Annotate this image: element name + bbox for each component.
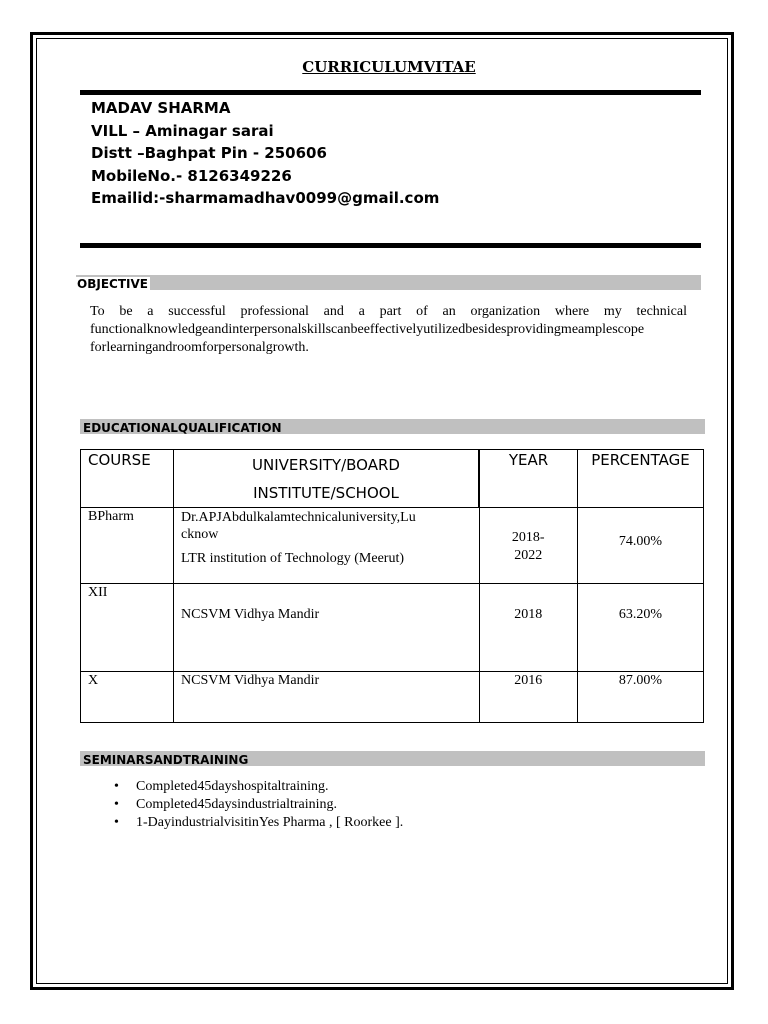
table-header-row xyxy=(81,450,704,508)
header-rule-bottom xyxy=(80,243,701,248)
cell-institute: NCSVM Vidhya Mandir xyxy=(174,584,480,672)
objective-text xyxy=(90,303,687,357)
objective-line-3: forlearningandroomforpersonalgrowth. xyxy=(90,340,309,355)
contact-mobile: MobileNo.- 8126349226 xyxy=(91,166,292,185)
contact-district: Distt –Baghpat Pin - 250606 xyxy=(91,144,327,162)
cell-year: 2018- 2022 xyxy=(479,508,578,584)
list-item: • Completed45daysindustrialtraining. xyxy=(114,797,338,812)
cell-institute: LTR institution of Technology (Meerut) xyxy=(181,551,404,566)
cell-percentage: 74.00% xyxy=(578,508,704,584)
bullet-icon: • xyxy=(114,779,119,794)
header-year: YEAR xyxy=(479,450,578,508)
contact-village: VILL – Aminagar sarai xyxy=(91,121,274,140)
education-heading-bar xyxy=(80,419,705,434)
header-university-line-1: UNIVERSITY/BOARD xyxy=(252,456,400,474)
header-university-line-2: INSTITUTE/SCHOOL xyxy=(253,484,399,502)
education-heading: EDUCATIONALQUALIFICATION xyxy=(83,421,282,435)
seminars-list xyxy=(114,778,403,832)
seminars-heading: SEMINARSANDTRAINING xyxy=(83,753,249,767)
objective-line-1: To be a successful professional and a part of an organization where my technical xyxy=(90,304,687,319)
list-item: • 1-DayindustrialvisitinYes Pharma , [ Roorkee ]. xyxy=(114,815,404,830)
cell-institute: NCSVM Vidhya Mandir xyxy=(174,672,480,723)
cell-university-line-1: Dr.APJAbdulkalamtechnicaluniversity,Lu xyxy=(181,510,416,525)
bullet-icon: • xyxy=(114,815,119,830)
header-course: COURSE xyxy=(81,450,174,508)
contact-name: MADAV SHARMA xyxy=(91,99,231,117)
cell-university-line-2: cknow xyxy=(181,527,219,542)
list-item: • Completed45dayshospitaltraining. xyxy=(114,779,329,794)
table-row xyxy=(81,584,704,672)
table-row xyxy=(81,508,704,584)
cell-course: BPharm xyxy=(81,508,174,584)
header-percentage: PERCENTAGE xyxy=(578,450,704,508)
contact-block xyxy=(91,97,439,210)
header-university xyxy=(174,450,480,508)
cell-year: 2016 xyxy=(479,672,578,723)
cell-year: 2018 xyxy=(479,584,578,672)
objective-heading: OBJECTIVE xyxy=(77,277,148,291)
objective-heading-bar xyxy=(76,275,701,290)
cell-percentage: 87.00% xyxy=(578,672,704,723)
contact-email: Emailid:-sharmamadhav0099@gmail.com xyxy=(91,189,440,207)
header-rule-top xyxy=(80,90,701,95)
table-row xyxy=(81,672,704,723)
cell-university xyxy=(174,508,480,584)
seminars-heading-bar xyxy=(80,751,705,766)
objective-line-2: functionalknowledgeandinterpersonalskillscanbeeffectivelyutilizedbesidesprovidingmeamplescope xyxy=(90,322,645,337)
cell-course: X xyxy=(81,672,174,723)
cell-percentage: 63.20% xyxy=(578,584,704,672)
education-table xyxy=(80,449,704,723)
cell-course: XII xyxy=(81,584,174,672)
bullet-icon: • xyxy=(114,797,119,812)
document-title: CURRICULUMVITAE xyxy=(302,58,476,76)
